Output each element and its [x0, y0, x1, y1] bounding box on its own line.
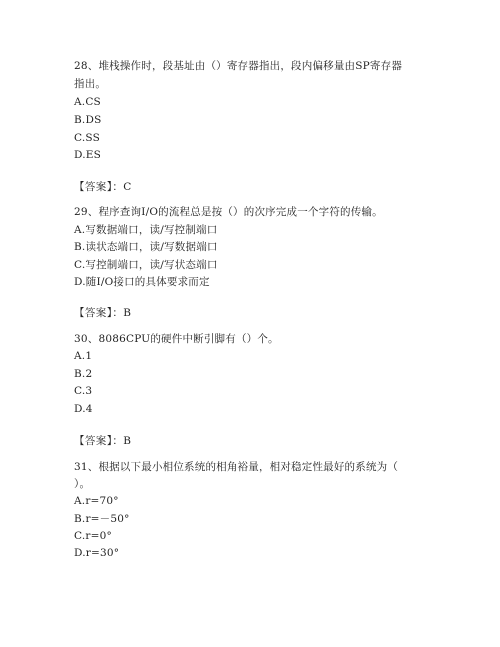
question-31-stem-line2: ）。 — [74, 478, 91, 490]
question-29-option-d: D.随I/O接口的具体要求而定 — [74, 276, 210, 288]
question-31-option-a: A.r=70° — [74, 495, 119, 507]
question-30-option-a: A.1 — [74, 350, 93, 362]
question-29-option-a: A.写数据端口，读/写控制端口 — [74, 224, 218, 236]
question-28-stem-line1: 28、堆栈操作时，段基址由（）寄存器指出，段内偏移量由SP寄存器 — [74, 60, 403, 72]
question-30-option-d: D.4 — [74, 403, 93, 415]
question-28-option-a: A.CS — [74, 96, 101, 108]
question-28-stem-line2: 指出。 — [74, 78, 107, 90]
question-31-option-b: B.r=－50° — [74, 513, 130, 525]
question-28-option-b: B.DS — [74, 114, 102, 126]
question-29-option-b: B.读状态端口，读/写数据端口 — [74, 241, 218, 253]
question-29-option-c: C.写控制端口，读/写状态端口 — [74, 259, 218, 271]
question-31-stem-line1: 31、根据以下最小相位系统的相角裕量，相对稳定性最好的系统为（ — [74, 461, 399, 473]
question-29-stem-line1: 29、程序查询I/O的流程总是按（）的次序完成一个字符的传输。 — [74, 206, 383, 218]
question-30-option-c: C.3 — [74, 385, 93, 397]
question-30-answer: 【答案】：B — [74, 435, 132, 447]
question-28-answer: 【答案】：C — [74, 181, 132, 193]
question-30-option-b: B.2 — [74, 368, 93, 380]
question-31-option-d: D.r=30° — [74, 547, 120, 559]
question-28-option-d: D.ES — [74, 149, 102, 161]
question-29-answer: 【答案】：B — [74, 307, 132, 319]
question-31-option-c: C.r=0° — [74, 530, 112, 542]
question-28-option-c: C.SS — [74, 132, 100, 144]
question-30-stem-line1: 30、8086CPU的硬件中断引脚有（）个。 — [74, 333, 279, 345]
